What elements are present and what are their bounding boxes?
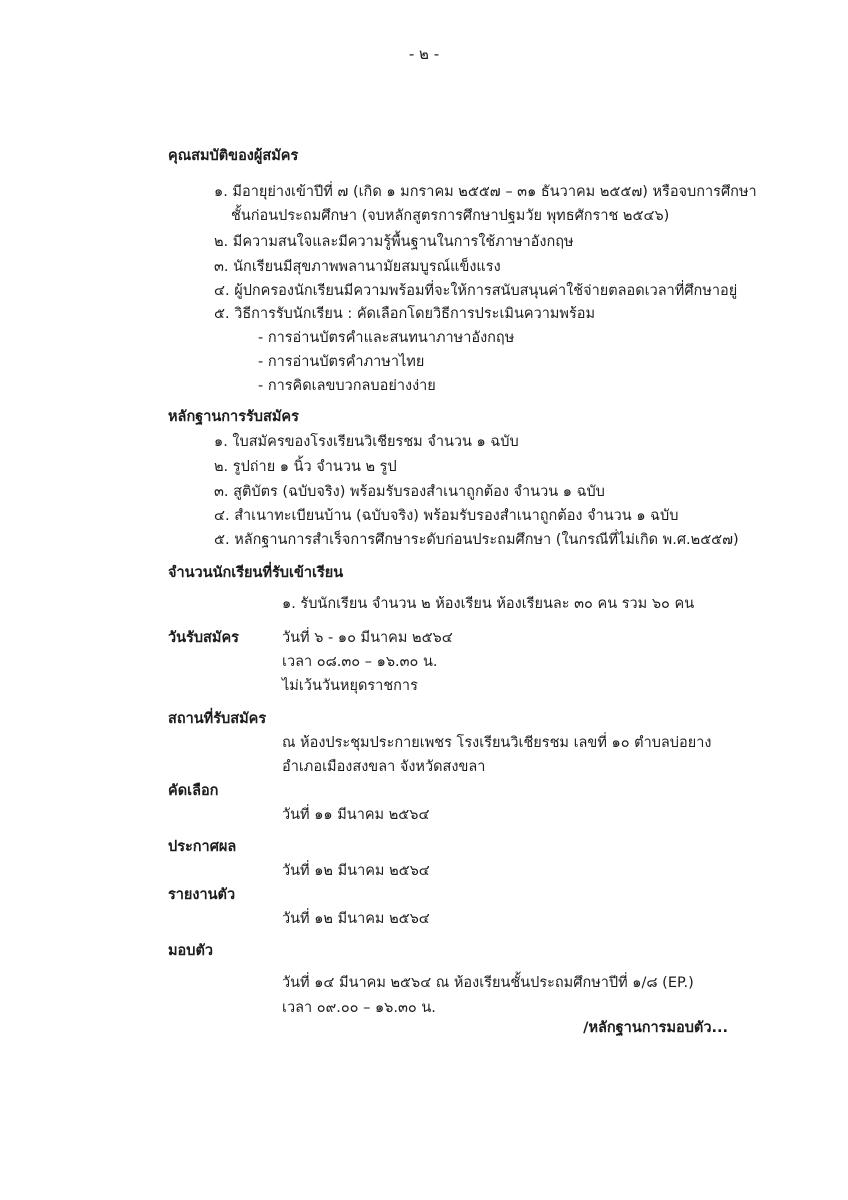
document-item-5: ๕. หลักฐานการสำเร็จการศึกษาระดับก่อนประถมศึกษา (ในกรณีที่ไม่เกิด พ.ศ.๒๕๕๗) [214,532,739,548]
document-item-4: ๔. สำเนาทะเบียนบ้าน (ฉบับจริง) พร้อมรับรองสำเนาถูกต้อง จำนวน ๑ ฉบับ [214,508,679,524]
qualifications-heading: คุณสมบัติของผู้สมัคร [168,148,299,164]
application-date: วันที่ ๖ - ๑๐ มีนาคม ๒๕๖๔ [282,630,453,646]
assessment-item-1: - การอ่านบัตรคำและสนทนาภาษาอังกฤษ [258,330,515,346]
report-date: วันที่ ๑๒ มีนาคม ๒๕๖๔ [282,911,430,927]
announcement-heading: ประกาศผล [168,839,237,855]
qualification-item-1-cont: ชั้นก่อนประถมศึกษา (จบหลักสูตรการศึกษาปฐมวัย พุทธศักราช ๒๕๔๖) [231,208,670,224]
document-item-3: ๓. สูติบัตร (ฉบับจริง) พร้อมรับรองสำเนาถูกต้อง จำนวน ๑ ฉบับ [214,484,605,500]
handover-heading: มอบตัว [168,943,214,959]
document-item-1: ๑. ใบสมัครของโรงเรียนวิเชียรชม จำนวน ๑ ฉบับ [214,434,519,450]
location-line-2: อำเภอเมืองสงขลา จังหวัดสงขลา [282,759,486,775]
selection-heading: คัดเลือก [168,783,219,799]
next-page-continuation: /หลักฐานการมอบตัว... [583,1020,728,1036]
selection-date: วันที่ ๑๑ มีนาคม ๒๕๖๔ [282,807,430,823]
application-time: เวลา ๐๘.๓๐ – ๑๖.๓๐ น. [282,654,438,670]
enrollment-text: ๑. รับนักเรียน จำนวน ๒ ห้องเรียน ห้องเรียนละ ๓๐ คน รวม ๖๐ คน [282,596,695,612]
location-line-1: ณ ห้องประชุมประกายเพชร โรงเรียนวิเชียรชม เลขที่ ๑๐ ตำบลบ่อยาง [282,735,712,751]
page-number: - ๒ - [408,45,440,63]
qualification-item-4: ๔. ผู้ปกครองนักเรียนมีความพร้อมที่จะให้การสนับสนุนค่าใช้จ่ายตลอดเวลาที่ศึกษาอยู่ [214,283,738,299]
announcement-date: วันที่ ๑๒ มีนาคม ๒๕๖๔ [282,863,430,879]
documents-heading: หลักฐานการรับสมัคร [168,409,299,425]
qualification-item-3: ๓. นักเรียนมีสุขภาพพลานามัยสมบูรณ์แข็งแรง [214,259,501,275]
document-item-2: ๒. รูปถ่าย ๑ นิ้ว จำนวน ๒ รูป [214,459,397,475]
application-dates-label: วันรับสมัคร [168,630,239,646]
handover-time: เวลา ๐๙.๐๐ – ๑๖.๓๐ น. [282,1000,436,1016]
assessment-item-3: - การคิดเลขบวกลบอย่างง่าย [258,378,436,394]
application-note: ไม่เว้นวันหยุดราชการ [282,678,418,694]
report-heading: รายงานตัว [168,887,236,903]
enrollment-heading: จำนวนนักเรียนที่รับเข้าเรียน [168,565,344,581]
assessment-item-2: - การอ่านบัตรคำภาษาไทย [258,354,425,370]
qualification-item-1: ๑. มีอายุย่างเข้าปีที่ ๗ (เกิด ๑ มกราคม ๒๕๕๗ – ๓๑ ธันวาคม ๒๕๕๗) หรือจบการศึกษา [214,184,757,200]
qualification-item-5: ๕. วิธีการรับนักเรียน : คัดเลือกโดยวิธีการประเมินความพร้อม [214,306,596,322]
handover-date: วันที่ ๑๔ มีนาคม ๒๕๖๔ ณ ห้องเรียนชั้นประถมศึกษาปีที่ ๑/๘ (EP.) [282,975,694,991]
qualification-item-2: ๒. มีความสนใจและมีความรู้พื้นฐานในการใช้ภาษาอังกฤษ [214,234,574,250]
location-heading: สถานที่รับสมัคร [168,711,267,727]
